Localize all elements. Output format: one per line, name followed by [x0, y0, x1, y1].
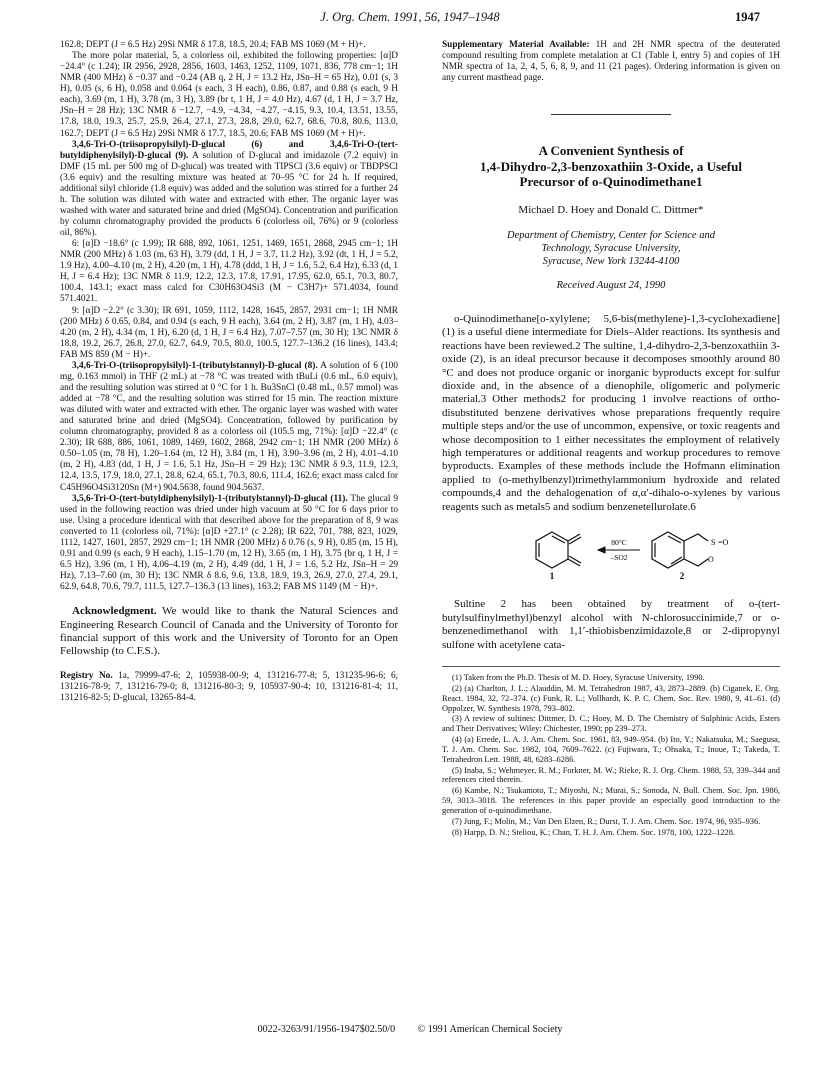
section-heading: 3,5,6-Tri-O-(tert-butyldiphenylsilyl)-1-(tributylstannyl)-D-glucal (11). — [72, 493, 348, 504]
reference-item: (5) Inaba, S.; Wehmeyer, R. M.; Forkner, M. W.; Rieke, R. J. Org. Chem. 1988, 53, 339–344 and references cited therein. — [442, 765, 780, 785]
atom-ring-oxygen: O — [708, 555, 714, 565]
paragraph: 6: [α]D −18.6° (c 1.99); IR 688, 892, 1061, 1251, 1469, 1651, 2868, 2945 cm−1; 1H NMR (200 MHz) δ 1.03 (m, 63 H), 3.79 (dd, 1 H, J = 3.7, 11.2 Hz), 3.92 (dt, 1 H, J = 5.2, 1.9 Hz), 4.00–4.10 (m, 2 H), 4.20 (m, 1 H), 4.78 (ddd, 1 H, J = 1.6, 5.2, 6.4 Hz), 6.33 (d, 1 H, J = 6.4 Hz); 13C NMR δ 11.9, 12.2, 12.3, 17.8, 17.91, 17.95, 62.0, 65.1, 70.3, 80.7, 100.4, 143.1; exact mass calcd for C30H63O4Si3 (M − C3H7)+ 571.4034, found 571.4021. — [60, 239, 398, 305]
condition-loss: –SO2 — [610, 553, 628, 563]
structure-1-o-quinodimethane — [536, 532, 581, 568]
section-divider — [551, 114, 671, 115]
article-title — [442, 143, 780, 190]
reference-item: (3) A review of sultines: Dittmer, D. C.; Hoey, M. D. The Chemistry of Sulphinic Acids, Esters and Their Derivatives; Wiley: Chichester, 1990; pp 239–273. — [442, 714, 780, 734]
copyright: © 1991 American Chemical Society — [417, 1024, 563, 1035]
supplementary-heading: Supplementary Material Available: — [442, 40, 590, 50]
paragraph-body: A solution of 6 (100 mg, 0.163 mmol) in THF (2 mL) at −78 °C was treated with tBuLi (0.6 mL, 6.0 equiv), and the resulting solution was stirred at 0 °C for 1 h. Bu3SnCl (0.48 mL, 0.57 mmol) was added at −78 °C, and the resulting solution was stirred for 15 min. The reaction mixture was diluted with water and extracted with ether. The organic layer was washed with water and saturated brine and dried (MgSO4). Concentration, followed by purification by column chromatography, provided 8 as a colorless oil (105.5 mg, 71%): [α]D −22.4° (c 2.30); IR 688, 886, 1061, 1089, 1469, 1602, 2868, 2942 cm−1; 1H NMR (200 MHz) δ 0.50–1.05 (m, 78 H), 1.20–1.64 (m, 12 H), 3.84 (m, 1 H), 3.90–3.96 (m, 2 H), 4.01–4.10 (m, 2 H), 4.83 (dd, 1 H, J = 1.6, 5.1 Hz, JSn–H = 29 Hz); 13C NMR δ 9.3, 11.9, 12.3, 12.4, 13.5, 17.9, 18.0, 27.1, 28.8, 62.4, 65.1, 70.3, 80.6, 111.4, 162.6; exact mass calcd for C45H96O4Si3120Sn (M+) 904.5638, found 904.5637. — [60, 360, 398, 493]
ack-heading: Acknowledgment. — [72, 605, 157, 618]
reference-item: (2) (a) Charlton, J. L.; Alauddin, M. M. Tetrahedron 1987, 43, 2873–2889. (b) Ciganek, E. Org. React. 1984, 32, 72–374. (c) Funk, R. L.; Vollhardt, K. P. C. Chem. Soc. Rev. 1980, 9, 41–61. (d) Oppolzer, W. Synthesis 1978, 793–802. — [442, 683, 780, 713]
section-heading: 3,4,6-Tri-O-(triisopropylsilyl)-D-glucal (6) and 3,4,6-Tri-O-(tert-butyldiphenylsilyl)-D-glucal (9). — [60, 139, 398, 161]
paragraph — [442, 40, 780, 84]
paragraph-body: The glucal 9 used in the following reaction was dried under high vacuum at 50 °C for 6 days prior to use. Using a procedure identical with that described above for the preparation of 8, 9 was converted to 11 (colorless oil, 71%): [α]D +27.1° (c 2.28); IR 622, 701, 788, 823, 1029, 1112, 1427, 1601, 2857, 2929 cm−1; 1H NMR (200 MHz) δ 0.76 (s, 9 H), 0.85 (m, 15 H), 0.91 and 0.99 (s each, 9 H each), 1.15–1.70 (m, 12 H), 3.65 (m, 1 H), 3.75 (br q, 1 H, J = 6.5 Hz), 3.96 (m, 1 H), 4.06–4.19 (m, 2 H), 4.49 (dd, 1 H, J = 1.6, 5.2 Hz, JSn–H = 29 Hz), 7.13–7.60 (m, 30 H); 13C NMR δ 8.6, 9.6, 13.8, 18.9, 19.3, 26.9, 27.0, 27.4, 29.1, 62.9, 64.8, 70.6, 79.7, 111.5, 127.7–136.3 (13 lines), 163.2; FAB MS 1149 (M − H)+. — [60, 493, 399, 593]
supplementary-material — [442, 40, 780, 84]
references — [442, 666, 780, 837]
paragraph — [60, 140, 398, 240]
reference-item: (4) (a) Errede, L. A. J. Am. Chem. Soc. 1961, 83, 949–954. (b) Ito, Y.; Nakatsuka, M.; Saegusa, T. J. Am. Chem. Soc. 1982, 104, 7609–7622. (c) Fujiwara, T.; Ohsaka, T.; Inoue, T.; Takeda, T. Tetrahedron Lett. 1988, 48, 6283–6286. — [442, 735, 780, 764]
paragraph: 9: [α]D −2.2° (c 3.30); IR 691, 1059, 1112, 1428, 1645, 2857, 2931 cm−1; 1H NMR (200 MHz) δ 0.65, 0.84, and 0.94 (s each, 9 H each), 3.64 (m, 2 H), 3.87 (m, 1 H), 4.03–4.20 (m, 2 H), 4.34 (m, 1 H), 6.20 (d, 1 H, J = 6.4 Hz), 7.07–7.57 (m, 30 H); 13C NMR δ 18.8, 19.2, 26.7, 26.8, 27.0, 62.7, 64.9, 70.5, 80.0, 100.5, 127.7–136.2 (16 lines), 143.4; FAB MS 859 (M − H)+. — [60, 305, 398, 360]
page-footer — [0, 1024, 820, 1035]
atom-sulfur: S — [711, 538, 716, 548]
paragraph: Sultine 2 has been obtained by treatment of o-(tert-butylsulfinylmethyl)benzyl alcohol with N-chlorosuccinimide,7 or o-benzenedimethanol with 1,1′-thiobisbenzimidazole,8 or 2-dipropynyl sulfone with acetylene cata- — [442, 598, 780, 651]
affiliation-line: Department of Chemistry, Center for Science and — [507, 230, 715, 242]
reference-item: (1) Taken from the Ph.D. Thesis of M. D. Hoey, Syracuse University, 1990. — [452, 673, 705, 683]
atom-oxo: =O — [718, 538, 729, 548]
paragraph: The more polar material, 5, a colorless oil, exhibited the following properties: [α]D −24.4° (c 1.24); IR 2956, 2928, 2856, 1603, 1463, 1252, 1109, 1071, 836, 778 cm−1; 1H NMR (400 MHz) δ −0.37 and −0.24 (AB q, 2 H, J = 13.2 Hz, JSn–H = 65 Hz), 0.01 (s, 3 H), 0.05 (s, 6 H), 0.058 and 0.064 (s each, 3 H each), 0.86, 0.87, and 0.88 (s each, 9 H each), 3.69 (m, 1 H), 3.78 (m, 3 H), 3.89 (br t, 1 H, J = 4.0 Hz), 4.67 (d, 1 H, J = 3.7 Hz, JSn–H = 28 Hz); 13C NMR δ −12.7, −4.9, −4.34, −4.27, −4.15, 9.3, 10.4, 13.51, 13.55, 17.8, 18.0, 19.3, 25.7, 25.9, 26.4, 27.1, 27.3, 28.8, 29.0, 62.7, 68.6, 70.8, 80.6, 113.0, 162.7; DEPT (J = 6.5 Hz) 29Si NMR δ 17.7, 18.5, 20.6; FAB MS 1069 (M + H)+. — [60, 51, 398, 139]
registry-heading: Registry No. — [60, 670, 113, 681]
registry-numbers — [60, 671, 398, 704]
title-line: 1,4-Dihydro-2,3-benzoxathiin 3-Oxide, a Useful — [480, 158, 742, 174]
journal-reference: J. Org. Chem. 1991, 56, 1947–1948 — [320, 10, 500, 24]
affiliation — [442, 229, 780, 268]
supplementary-body: 1H and 2H NMR spectra of the deuterated compound resulting from complete metalation at C1 (Table I, entry 5) and copies of 1H NMR spectra of 1a, 2, 4, 5, 6, 8, 9, and 11 (21 pages). Ordering information is given on any current masthead page. — [442, 40, 780, 84]
ack-body: We would like to thank the Natural Sciences and Engineering Research Council of Canada and the University of Toronto for financial support of this work and the University of Toronto for an Open Fellowship (to C.F.S.). — [60, 605, 398, 658]
paragraph — [60, 494, 398, 594]
paragraph: o-Quinodimethane[o-xylylene; 5,6-bis(methylene)-1,3-cyclohexadiene] (1) is a useful diene intermediate for Diels–Alder reactions. Its synthesis and reactions have been reviewed.2 The sultine, 1,4-dihydro-2,3-benzoxathiin 3-oxide (2), is an ideal precursor because it decomposes smoothly around 80 °C and does not produce organic or inorganic byproducts except for sulfur dioxide and, in the absence of a dienophile, oligomeric and polymeric material.3 Other methods2 for producing 1 involve reactions of ortho-disubstituted benzene derivatives whose preparations frequently require multiple steps and/or the use of uncommon, expensive, or toxic reagents and whose decomposition to 1 either necessitates the employment of relatively high temperatures or additional reagents and workup procedures to remove byproducts. Examples of these methods include the Hofmann elimination applied to (o-methylbenzyl)trimethylammonium hydroxide and related compounds,4 and the dehalogenation of α,α′-dihalo-o-xylenes by various reagents such as metals5 and sodium benzenetellurolate.6 — [442, 312, 780, 513]
page-number: 1947 — [735, 10, 760, 24]
left-column — [60, 40, 398, 704]
title-line: Precursor of o-Quinodimethane1 — [519, 174, 703, 190]
acknowledgment — [60, 605, 398, 659]
reference-item: (8) Harpp, D. N.; Steliou, K.; Chan, T. H. J. Am. Chem. Soc. 1978, 100, 1222–1228. — [452, 827, 736, 837]
condition-temperature: 80°C — [611, 538, 627, 548]
received-date: Received August 24, 1990 — [556, 280, 666, 292]
article-code: 0022-3263/91/1956-1947$02.50/0 — [257, 1024, 396, 1035]
running-header — [60, 10, 760, 32]
affiliation-line: Syracuse, New York 13244-4100 — [542, 256, 680, 268]
paragraph: 162.8; DEPT (J = 6.5 Hz) 29Si NMR δ 17.8, 18.5, 20.4; FAB MS 1069 (M + H)+. — [60, 40, 366, 50]
section-heading: 3,4,6-Tri-O-(triisopropylsilyl)-1-(tributylstannyl)-D-glucal (8). — [72, 360, 318, 371]
article-body — [442, 313, 780, 652]
registry-body: 1a, 79999-47-6; 2, 105938-00-9; 4, 131216-77-8; 5, 131235-96-6; 6, 131216-78-9; 7, 131216-79-0; 8, 131216-80-3; 9, 105937-90-4; 10, 131216-81-4; 11, 131216-82-5; D-glucal, 13265-84-4. — [60, 670, 399, 703]
reaction-scheme — [442, 522, 780, 580]
paragraph-body: A solution of D-glucal and imidazole (7.2 equiv) in DMF (15 mL per 500 mg of D-glucal) was treated with TIPSCl (3.6 equiv) or TBDPSCl (3.6 equiv) and the resulting mixture was heated at 70–95 °C for 24 h. If required, additional silyl chloride (1.8 equiv) was added and the solution was stirred for a further 24 h. The solution was diluted with water and extracted with ether. The organic layer was washed with water and saturated brine and dried (MgSO4). Concentration and purification by column chromatography provided the products 6 (colorless oil, 76%) or 9 (colorless oil, 86%). — [60, 150, 399, 239]
paragraph — [60, 361, 398, 494]
reference-item: (6) Kambe, N.; Tsukamoto, T.; Miyoshi, N.; Murai, S.; Sonoda, N. Bull. Chem. Soc. Jpn. 1986, 59, 3013–3018. The references in this paper provide an especially good introduction to the generation of o-quinodimethane. — [442, 786, 780, 815]
title-line: A Convenient Synthesis of — [538, 143, 684, 159]
compound-label-1: 1 — [549, 571, 555, 581]
author-list: Michael D. Hoey and Donald C. Dittmer* — [518, 204, 704, 217]
structure-2-sultine — [652, 532, 708, 568]
affiliation-line: Technology, Syracuse University, — [541, 243, 681, 255]
right-column — [442, 40, 780, 838]
reference-item: (7) Jung, F.; Molin, M.; Van Den Elzen, R.; Durst, T. J. Am. Chem. Soc. 1974, 96, 935–936. — [452, 816, 761, 826]
compound-label-2: 2 — [679, 571, 685, 581]
